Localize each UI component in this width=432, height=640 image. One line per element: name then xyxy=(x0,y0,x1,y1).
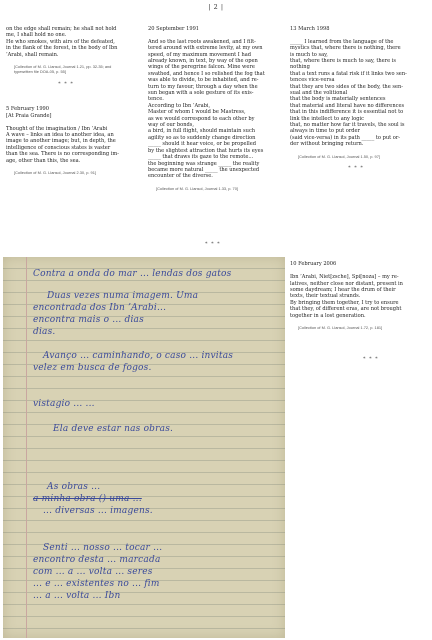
text-line: was able to divide, to be inhabited, and re- xyxy=(148,77,259,84)
section-separator: * * * xyxy=(363,356,379,362)
source-citation: [Collection of M. G. Llansol, Journal 1.50, p. 97] xyxy=(298,154,380,160)
column-right xyxy=(290,26,422,330)
text-line: that a text runs a fatal risk if it links two sen- xyxy=(290,70,407,77)
text-line: link the intellect to any logic xyxy=(290,115,364,122)
text-line: is much to say, xyxy=(290,51,328,58)
text-line: that they are two sides of the body, the sen- xyxy=(290,83,403,90)
handwritten-line: dias. xyxy=(33,327,56,337)
section-separator: * * * xyxy=(58,80,74,87)
verse-line: a bird, in full flight, should maintain such xyxy=(148,128,256,135)
text-line: that they, of different eras, are not brought xyxy=(290,306,402,313)
handwritten-line: Senti ... nosso ... tocar ... xyxy=(43,543,163,553)
text-line: tered around with extreme levity, at my own xyxy=(148,45,263,52)
text-line: mystics that, where there is nothing, there xyxy=(290,45,401,52)
handwritten-line: encontrada dos Ibn ’Arabi... xyxy=(33,303,167,313)
verse-line: Master of whom I would be Mastress, xyxy=(148,109,246,116)
source-citation: typewritten file DOA-05, p. 55] xyxy=(14,69,66,75)
text-line: image to another image; but, in depth, the xyxy=(6,138,116,145)
text-line: _____ I learned from the language of the xyxy=(290,38,394,45)
text-line: wings of the peregrine falcon. Mine were xyxy=(148,64,255,71)
text-line: Thought of the imagination / Ibn ’Arabi xyxy=(6,125,108,132)
text-line: always in time to put order xyxy=(290,128,360,135)
verse-line: According to Ibn ’Arabi, xyxy=(148,102,211,109)
verse-line: agility so as to suddenly change direction xyxy=(148,134,256,141)
text-line: that, where there is much to say, there is xyxy=(290,58,396,65)
text-line: that the body is materially sentences xyxy=(290,96,386,103)
handwritten-line: velez em busca de fogos. xyxy=(33,363,152,373)
source-citation: [Collection of M. G. Llansol, Journal 1.33, p. 70] xyxy=(156,186,238,192)
text-line: tences vice-versa xyxy=(290,77,335,84)
source-citation: [Collection of M. G. Llansol, Journal 1.21, pp. 32-35; and xyxy=(14,64,112,70)
text-line: some daydream; I hear the drum of their xyxy=(290,286,396,293)
handwritten-line: Avanço ... caminhando, o caso ... invitas xyxy=(43,351,234,361)
text-line: (said vice-versa) in its path _____ to put or- xyxy=(290,134,401,141)
entry-date: 20 September 1991 xyxy=(148,26,200,32)
verse-line: by the slightest attraction that hurts its eyes xyxy=(148,147,264,154)
text-line: speed, of my maximum movement I had xyxy=(148,51,252,58)
entry-date: 5 February 1990 xyxy=(6,106,50,113)
handwritten-line: encontro desta ... marcada xyxy=(33,555,161,565)
handwritten-line: Ela deve estar nas obras. xyxy=(53,424,174,434)
text-line: der without bringing return. xyxy=(290,141,364,148)
page-number: | 2 | xyxy=(208,3,224,11)
text-line: And so the last roots awakened, and I filt- xyxy=(148,38,256,45)
source-citation: [Collection of M. G. Llansol, Journal 1.72, p. 181] xyxy=(298,325,383,331)
text-line: intelligence of conscious states is vaster xyxy=(6,144,111,151)
text-line: on the edge shall remain; he shall not hold xyxy=(6,26,117,32)
handwritten-line: ... diversas ... imagens. xyxy=(43,506,153,516)
text-line: swathed, and hence I so relished the fog that xyxy=(148,70,265,77)
handwritten-line: ... a ... volta ... Ibn xyxy=(33,591,121,601)
handwritten-line: encontra mais o ... dias xyxy=(33,315,144,325)
handwritten-line: As obras ... xyxy=(47,482,101,492)
text-line: sual and the volitional xyxy=(290,90,348,97)
handwritten-line: ... e ... existentes no ... fim xyxy=(33,579,160,589)
verse-line: _____ should it hear voice, or be propelled xyxy=(148,141,257,148)
text-line: tence. xyxy=(148,96,164,103)
handwritten-line: a minha obra () uma ... xyxy=(33,494,142,504)
verse-line: _____ that draws its gaze to the remote... xyxy=(148,154,254,161)
manuscript-scan xyxy=(3,257,285,638)
handwritten-line: Contra a onda do mar ... lendas dos gatos xyxy=(33,269,232,279)
text-line: that in this indifference it is essential not to xyxy=(290,109,404,116)
text-line: nothing xyxy=(290,64,310,71)
verse-line: as we would correspond to each other by xyxy=(148,115,255,122)
text-line: that material and literal have no differences xyxy=(290,102,405,109)
handwritten-line: Duas vezes numa imagem. Uma xyxy=(47,291,199,301)
text-line: sun began with a sole gesture of its exis- xyxy=(148,90,254,97)
column-left xyxy=(6,26,126,175)
entry-date: 10 February 2006 xyxy=(290,261,337,268)
column-middle xyxy=(148,26,272,191)
text-line: Ibn ’Arabi, Niet[zsche], Spi[noza] – my re- xyxy=(290,274,399,281)
text-line: He who smokes, with airs of the defeated, xyxy=(6,38,115,45)
source-citation: [Collection of M. G. Llansol, Journal 2.30, p. 91] xyxy=(14,170,96,176)
text-line: that, no matter how far it travels, the soul is xyxy=(290,122,405,129)
text-line: turn to my favour, through a day when the xyxy=(148,83,258,90)
text-line: A wave – links an idea to another idea, an xyxy=(6,132,114,138)
text-line: By bringing them together, I try to ensure xyxy=(290,299,399,306)
text-line: me, I shall hold no one. xyxy=(6,32,67,39)
text-line: texts, their textual strands. xyxy=(290,293,361,300)
text-line: latives, neither close nor distant, present in xyxy=(290,280,403,287)
handwritten-line: com ... a ... volta ... seres xyxy=(33,567,153,577)
text-line: age, other than this, the sea. xyxy=(6,157,81,164)
verse-line: the beginning was strange _____ the reality xyxy=(148,160,260,167)
entry-date: 13 March 1998 xyxy=(290,26,330,32)
verse-line: encounter of the diverse. xyxy=(148,173,213,180)
verse-line: way of our bonds, xyxy=(148,122,194,129)
entry-place: [At Praia Grande] xyxy=(6,112,52,119)
text-line: in the flank of the forest, in the body of Ibn xyxy=(6,45,118,52)
handwritten-line: vistagio ... ... xyxy=(33,399,95,409)
section-separator: * * * xyxy=(205,241,221,247)
text-line: ’Arabi, shall remain. xyxy=(6,51,59,58)
verse-line: became more natural _____ the unexpected xyxy=(148,166,260,173)
text-line: than the sea. There is no corresponding im- xyxy=(6,151,119,158)
text-line: together in a lost generation. xyxy=(290,312,366,319)
text-line: already known, in text, by way of the open xyxy=(148,58,258,65)
section-separator: * * * xyxy=(348,165,364,172)
